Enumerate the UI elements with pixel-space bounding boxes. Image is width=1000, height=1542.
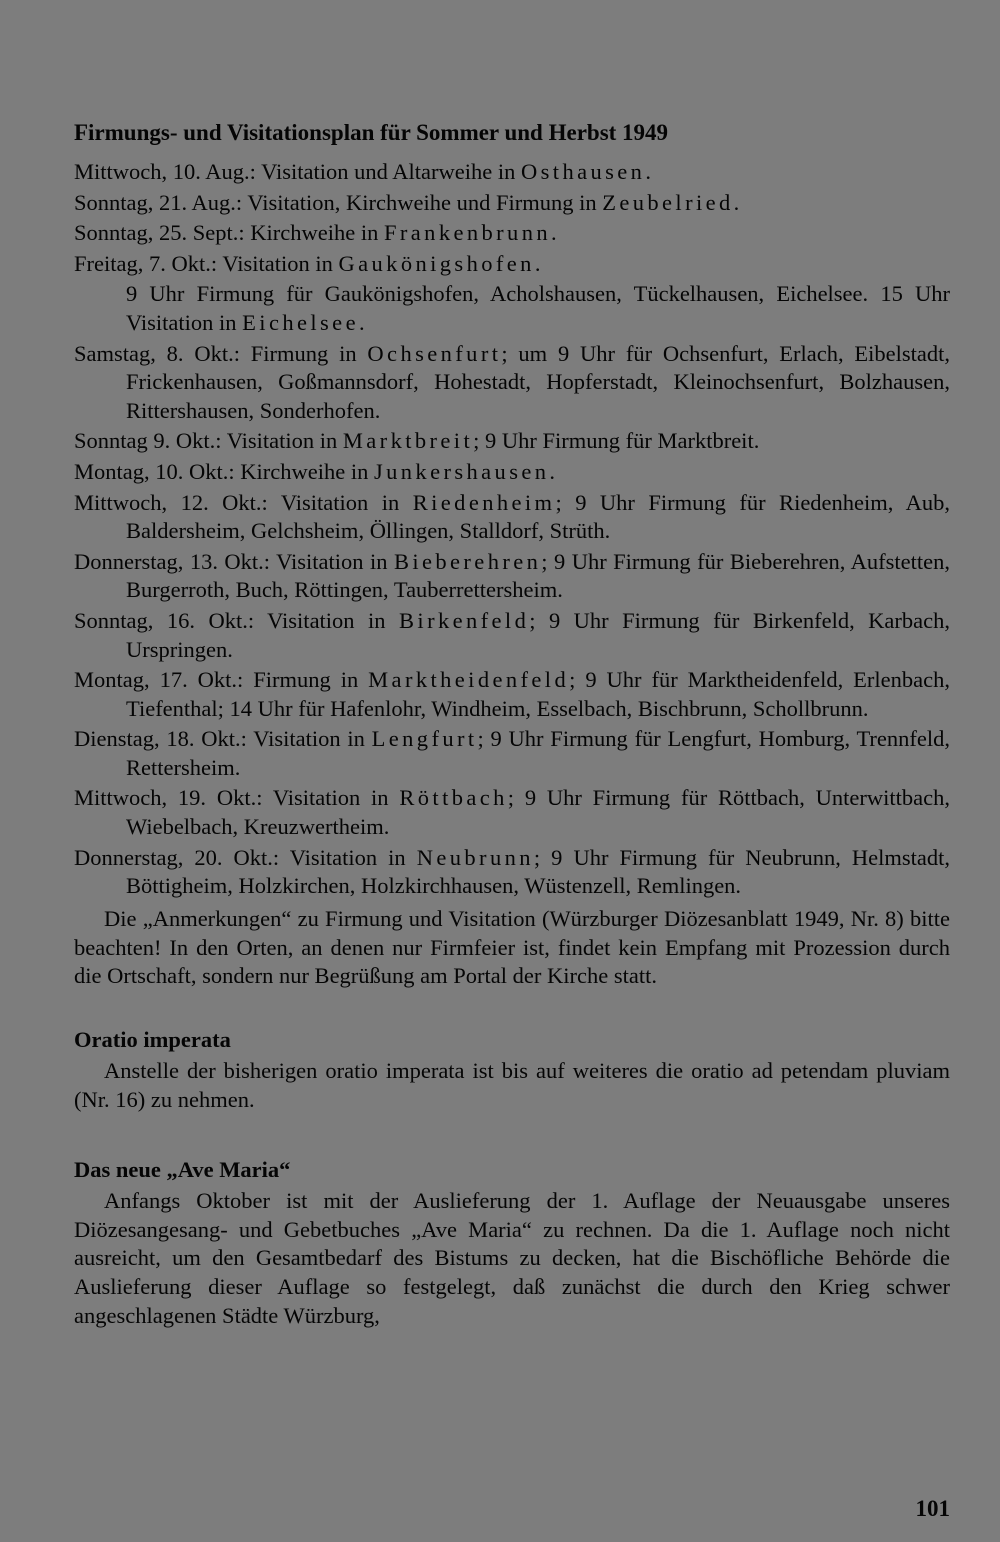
entry-details: ; 9 Uhr für Marktheidenfeld, Erlenbach, Tiefenthal; 14 Uhr für Hafenlohr, Windheim, Esselbach, Bischbrunn, Schollbrunn. [126, 667, 950, 721]
entry-text: Visitation und Altarweihe in [261, 159, 521, 184]
entry-place: Bieberehren [393, 548, 542, 574]
schedule-entry [74, 158, 950, 187]
entry-text: Visitation in [222, 250, 339, 276]
entry-text: Visitation in [253, 726, 372, 752]
entry-details: ; 9 Uhr Firmung für Birkenfeld, Karbach, Urspringen. [126, 607, 950, 662]
schedule-note: Die „Anmerkungen“ zu Firmung und Visitation (Würzburger Diözesanblatt 1949, Nr. 8) bitte beachten! In den Orten, an denen nur Firmfeier ist, findet kein Empfang mit Prozession durch die Ortschaft, sondern nur Begrüßung am Portal der Kirche statt. [74, 905, 950, 989]
entry-date: Freitag, 7. Okt.: [74, 250, 223, 276]
entry-date: Mittwoch, 12. Okt.: [74, 489, 281, 515]
schedule-entry [74, 340, 950, 426]
entry-place: Ochsenfurt [367, 340, 502, 366]
entry-details: . [534, 250, 541, 276]
entry-place: Birkenfeld [399, 607, 530, 633]
schedule-heading: Firmungs- und Visitationsplan für Sommer und Herbst 1949 [74, 120, 669, 145]
schedule-entry [74, 250, 950, 279]
schedule-entry [74, 784, 950, 841]
schedule-entry [74, 219, 950, 248]
schedule-entry [74, 666, 950, 723]
entry-details: ; 9 Uhr Firmung für Riedenheim, Aub, Baldersheim, Gelchsheim, Öllingen, Stalldorf, Strüth. [126, 489, 951, 544]
entry-details: . [549, 458, 556, 484]
subentry-text: 9 Uhr Firmung für Gaukönigshofen, Acholshausen, Tückelhausen, Eichelsee. 15 Uhr Visitation in [126, 281, 950, 335]
entry-text: Visitation in [280, 489, 413, 515]
entry-date: Donnerstag, 13. Okt.: [74, 548, 277, 574]
entry-date: Sonntag, 25. Sept.: [74, 220, 251, 246]
entry-date: Sonntag, 21. Aug.: [74, 189, 248, 215]
entry-place: Marktheidenfeld [368, 667, 570, 693]
schedule-list [74, 158, 950, 901]
schedule-entry [74, 844, 950, 901]
entry-date: Donnerstag, 20. Okt.: [74, 844, 290, 870]
entry-text: Visitation in [289, 844, 417, 870]
entry-text: Visitation in [272, 785, 400, 811]
entry-date: Mittwoch, 19. Okt.: [74, 785, 273, 811]
entry-date: Montag, 10. Okt.: [74, 458, 241, 484]
entry-details: ; 9 Uhr Firmung für Marktbreit. [473, 428, 760, 454]
entry-details: . [645, 159, 651, 184]
document-page [74, 118, 950, 1331]
entry-date: Mittwoch, 10. Aug.: [74, 159, 262, 184]
entry-details: ; 9 Uhr Firmung für Röttbach, Unterwittbach, Wiebelbach, Kreuzwertheim. [126, 785, 950, 840]
entry-text: Visitation in [276, 548, 394, 574]
entry-date: Sonntag 9. Okt.: [74, 428, 227, 454]
entry-place: Marktbreit [342, 428, 474, 454]
oratio-text: Anstelle der bisherigen oratio imperata ist bis auf weiteres die oratio ad petendam pluviam (Nr. 16) zu nehmen. [74, 1058, 950, 1113]
entry-text: Kirchweihe in [240, 458, 374, 484]
schedule-entry [74, 548, 950, 605]
schedule-entry [74, 607, 950, 664]
schedule-entry [74, 427, 950, 456]
schedule-subentry [74, 280, 950, 337]
entry-date: Sonntag, 16. Okt.: [74, 607, 268, 633]
entry-date: Montag, 17. Okt.: [74, 667, 254, 693]
entry-place: Röttbach [399, 785, 508, 811]
entry-details: . [733, 189, 740, 215]
entry-place: Frankenbrunn [383, 220, 552, 246]
entry-text: Firmung in [253, 667, 369, 693]
entry-place: Osthausen [520, 159, 646, 184]
entry-text: Kirchweihe in [250, 220, 384, 246]
entry-place: Lengfurt [371, 726, 478, 752]
entry-text: Visitation in [226, 428, 343, 454]
oratio-title: Oratio imperata [74, 1027, 231, 1053]
ave-maria-text: Anfangs Oktober ist mit der Auslieferung der 1. Auflage der Neuausgabe unseres Diözesangesang- und Gebetbuches „Ave Maria“ zu rechnen. Da die 1. Auflage noch nicht ausreicht, um den Gesamtbedarf des Bistums zu decken, hat die Bischöfliche Behörde die Auslieferung dieser Auflage so festgelegt, daß zunächst die durch den Krieg schwer angeschlagenen Städte Würzburg, [74, 1187, 950, 1329]
entry-date: Samstag, 8. Okt.: [74, 340, 251, 366]
entry-details: . [551, 220, 557, 246]
ave-maria-title: Das neue „Ave Maria“ [74, 1156, 291, 1182]
entry-place: Riedenheim [412, 489, 556, 515]
entry-place: Zeubelried [602, 189, 734, 215]
entry-text: Firmung in [250, 340, 368, 366]
entry-details: ; 9 Uhr Firmung für Bieberehren, Aufstetten, Burgerroth, Buch, Röttingen, Tauberrettersheim. [126, 548, 950, 603]
entry-text: Visitation in [267, 607, 400, 633]
entry-place: Junkershausen [373, 458, 550, 484]
subentry-details: . [358, 309, 365, 335]
page-number: 101 [915, 1496, 950, 1521]
entry-details: ; 9 Uhr Firmung für Lengfurt, Homburg, Trennfeld, Rettersheim. [126, 726, 950, 780]
subentry-place: Eichelsee [242, 309, 359, 335]
entry-place: Neubrunn [416, 844, 534, 870]
schedule-entry [74, 489, 950, 546]
schedule-entry [74, 725, 950, 782]
entry-details: ; um 9 Uhr für Ochsenfurt, Erlach, Eibelstadt, Frickenhausen, Goßmannsdorf, Hohestadt, Hopferstadt, Kleinochsenfurt, Bolzhausen, Rittershausen, Sonderhofen. [126, 340, 950, 423]
schedule-entry [74, 189, 950, 218]
entry-text: Visitation, Kirchweihe und Firmung in [247, 189, 603, 215]
entry-place: Gaukönigshofen [338, 250, 535, 276]
schedule-entry [74, 458, 950, 487]
entry-details: ; 9 Uhr Firmung für Neubrunn, Helmstadt, Böttigheim, Holzkirchen, Holzkirchhausen, Wüstenzell, Remlingen. [126, 844, 950, 899]
entry-date: Dienstag, 18. Okt.: [74, 726, 254, 752]
